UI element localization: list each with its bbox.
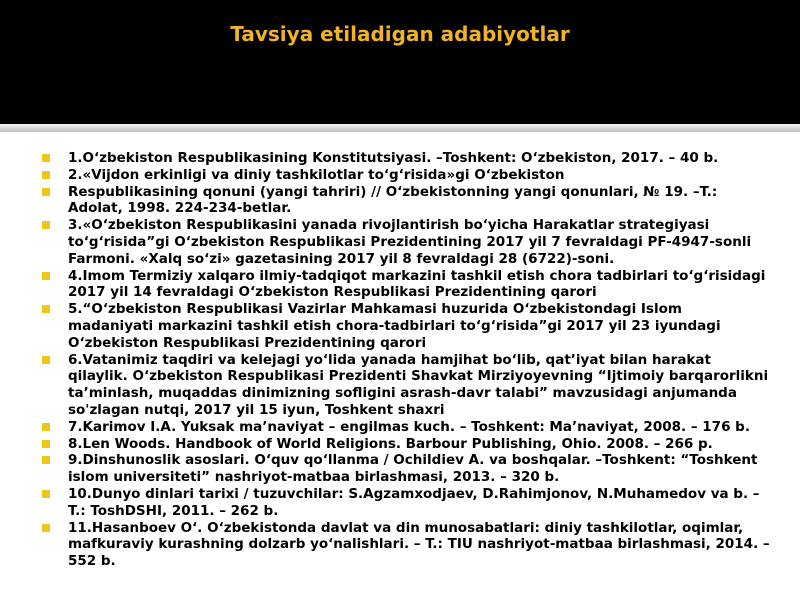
list-item (42, 217, 770, 267)
square-bullet-icon (42, 356, 50, 364)
square-bullet-icon (42, 456, 50, 464)
square-bullet-icon (42, 272, 50, 280)
reference-text: 5.“O‘zbekiston Respublikasi Vazirlar Mahkamasi huzurida O‘zbekistondagi Islom madaniyati markazini tashkil etish chora-tadbirlari to‘g‘risida”gi 2017 yil 23 iyundagi O‘zbekiston Respublikasi Prezidentining qarori (68, 301, 721, 351)
reference-list (0, 132, 800, 570)
reference-text: 9.Dinshunoslik asoslari. O‘quv qo‘llanma / Ochildiev A. va boshqalar. –Toshkent: “Toshkent islom universiteti” nashriyot-matbaa birlashmasi, 2013. – 320 b. (68, 452, 758, 486)
reference-text: 8.Len Woods. Handbook of World Religions. Barbour Publishing, Ohio. 2008. – 266 p. (68, 435, 713, 452)
reference-text: 3.«O‘zbekiston Respublikasini yanada rivojlantirish bo‘yicha Harakatlar strategiyasi to‘g‘risida”gi O‘zbekiston Respublikasi Prezidentining 2017 yil 7 fevraldagi PF-4947-sonli Farmoni. «Xalq so‘zi» gazetasining 2017 yil 8 fevraldagi 28 (6722)-soni. (68, 217, 752, 267)
list-item (42, 167, 770, 184)
square-bullet-icon (42, 171, 50, 179)
reference-text: 10.Dunyo dinlari tarixi / tuzuvchilar: S.Agzamxodjaev, D.Rahimjonov, N.Muhamedov va b. – T.: ToshDSHI, 2011. – 262 b. (68, 485, 760, 519)
reference-text: 2.«Vijdon erkinligi va diniy tashkilotlar to‘g‘risida»gi O‘zbekiston (68, 166, 565, 183)
square-bullet-icon (42, 490, 50, 498)
list-item (42, 436, 770, 453)
list-item (42, 352, 770, 419)
list-item (42, 486, 770, 520)
list-item (42, 150, 770, 167)
slide-body (0, 132, 800, 600)
square-bullet-icon (42, 221, 50, 229)
reference-text: 7.Karimov I.A. Yuksak ma’naviyat – engilmas kuch. – Toshkent: Ma’naviyat, 2008. – 176 b. (68, 418, 750, 435)
list-item (42, 301, 770, 351)
reference-text: 4.Imom Termiziy xalqaro ilmiy-tadqiqot markazini tashkil etish chora tadbirlari to‘g‘risidagi 2017 yil 14 fevraldagi O‘zbekiston Respublikasi Prezidentining qarori (68, 267, 766, 301)
list-item (42, 452, 770, 486)
reference-text: Respublikasining qonuni (yangi tahriri) // O‘zbekistonning yangi qonunlari, № 19. –T.: Adolat, 1998. 224-234-betlar. (68, 183, 718, 217)
reference-text: 11.Hasanboev O‘. O‘zbekistonda davlat va din munosabatlari: diniy tashkilotlar, oqimlar, mafkuraviy kurashning dolzarb yo‘nalishlari. – T.: TIU nashriyot-matbaa birlashmasi, 2014. – 552 b. (68, 519, 770, 570)
square-bullet-icon (42, 440, 50, 448)
square-bullet-icon (42, 188, 50, 196)
list-item (42, 268, 770, 302)
slide-title: Tavsiya etiladigan adabiyotlar (230, 22, 570, 46)
reference-text: 1.O‘zbekiston Respublikasining Konstitutsiyasi. –Toshkent: O‘zbekiston, 2017. – 40 b. (68, 150, 719, 166)
list-item (42, 184, 770, 218)
list-item (42, 419, 770, 436)
square-bullet-icon (42, 524, 50, 532)
square-bullet-icon (42, 423, 50, 431)
square-bullet-icon (42, 305, 50, 313)
square-bullet-icon (42, 154, 50, 162)
reference-text: 6.Vatanimiz taqdiri va kelejagi yo‘lida yanada hamjihat bo‘lib, qat’iyat bilan harakat qilaylik. O‘zbekiston Respublikasi Prezidenti Shavkat Mirziyoyevning “Ijtimoiy barqarorlikni ta’minlash, muqaddas dinimizning sofligini asrash-davr talabi” mavzusidagi anjumanda so'zlagan nutqi, 2017 yil 15 iyun, Toshkent shaxri (68, 351, 769, 418)
list-item (42, 520, 770, 570)
header-divider (0, 124, 800, 132)
